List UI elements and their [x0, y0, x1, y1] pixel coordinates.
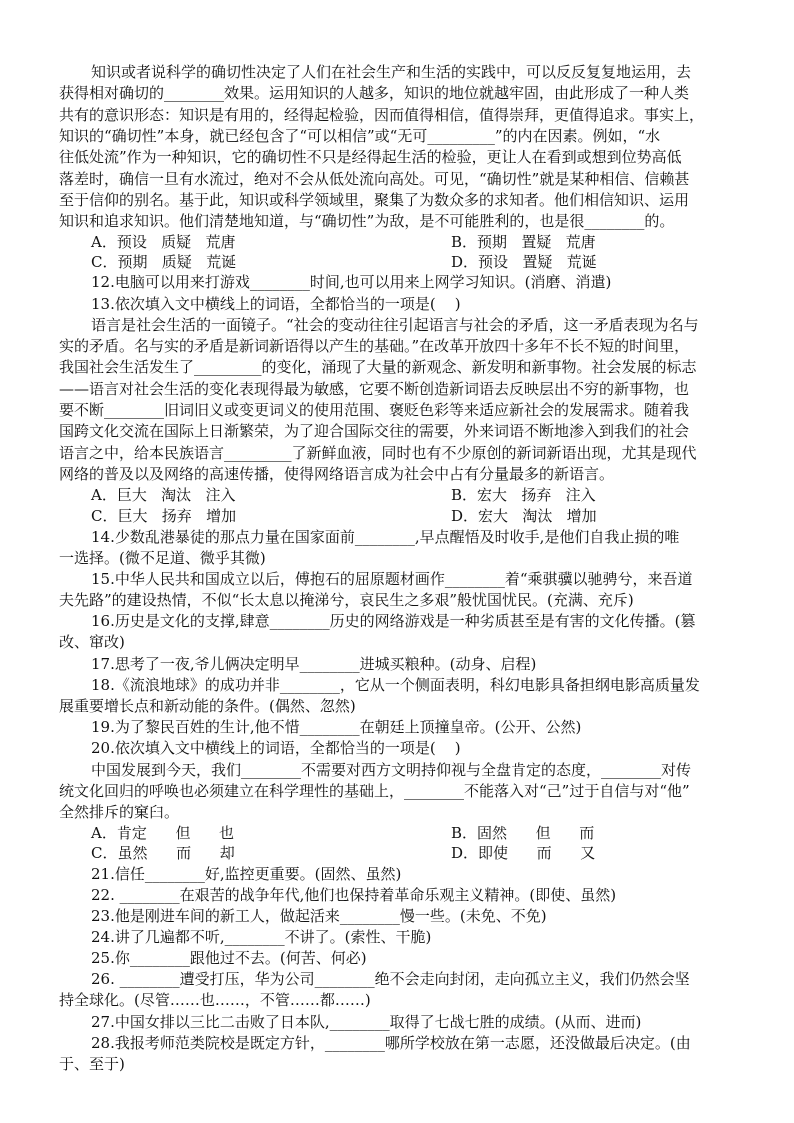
text-line: A．肯定 但 也 [91, 824, 235, 842]
text-line: 24.讲了几遍都不听,________不讲了。(索性、干脆) [91, 928, 432, 946]
text-line: 21.信任________好,监控更重要。(固然、虽然) [91, 865, 402, 883]
text-line: 23.他是刚进车间的新工人，做起活来________慢一些。(未免、不免) [91, 907, 547, 925]
text-line: 27.中国女排以三比二击败了日本队,________取得了七战七胜的成绩。(从而、进而) [91, 1013, 642, 1031]
text-line: 语言是社会生活的一面镜子。“社会的变动往往引起语言与社会的矛盾，这一矛盾表现为名与 [91, 316, 699, 334]
text-line: 落差时，确信一旦有水流过，绝对不会从低处流向高处。可见，“确切性”就是某种相信、信赖甚 [59, 170, 690, 188]
text-line: 语言之中，给本民族语言_________了新鲜血液，同时也有不少原创的新词新语出现，尤其是现代 [59, 444, 697, 462]
text-line: 全然排斥的窠臼。 [59, 803, 180, 821]
text-line: 16.历史是文化的支撑,肆意________历史的网络游戏是一种劣质甚至是有害的文化传播。(篡 [91, 612, 696, 630]
text-line: 22. ________在艰苦的战争年代,他们也保持着革命乐观主义精神。(即使、虽然) [91, 886, 617, 904]
text-line: 实的矛盾。名与实的矛盾是新词新语得以产生的基础。”在改革开放四十多年不长不短的时间里， [59, 337, 690, 355]
text-line: 12.电脑可以用来打游戏________时间,也可以用来上网学习知识。(消磨、消遣) [91, 273, 612, 291]
text-line: 14.少数乱港暴徒的那点力量在国家面前________,早点醒悟及时收手,是他们自我止损的唯 [91, 528, 680, 546]
text-line: 获得相对确切的________效果。运用知识的人越多，知识的地位就越牢固，由此形成了一种人类 [59, 84, 690, 102]
text-line: D．宏大 淘汰 增加 [451, 507, 597, 525]
text-line: B．预期 置疑 荒唐 [451, 233, 596, 251]
text-line: 共有的意识形态：知识是有用的，经得起检验，因而值得相信，值得崇拜，更值得追求。事实上， [59, 106, 705, 124]
text-line: 25.你________跟他过不去。(何苦、何必) [91, 949, 367, 967]
text-line: 要不断________旧词旧义或变更词义的使用范围、褒贬色彩等来适应新社会的发展需求。随着我 [59, 401, 690, 419]
text-line: B．宏大 扬弃 注入 [451, 486, 596, 504]
text-line: 夫先路”的建设热情，不似“长太息以掩涕兮，哀民生之多艰”般忧国忧民。(充满、充斥) [59, 591, 634, 609]
text-line: 统文化回归的呼唤也必须建立在科学理性的基础上，________不能落入对“己”过于自信与对“他” [59, 782, 690, 800]
text-line: 至于信仰的别名。基于此，知识或科学领域里，聚集了为数众多的求知者。他们相信知识、运用 [59, 191, 690, 209]
text-line: 13.依次填入文中横线上的词语，全都恰当的一项是( ) [91, 295, 461, 313]
text-line: 17.思考了一夜,爷儿俩决定明早________进城买粮种。(动身、启程) [91, 655, 537, 673]
text-line: 中国发展到今天，我们________不需要对西方文明持仰视与全盘肯定的态度，________对传 [91, 761, 692, 779]
text-line: 往低处流”作为一种知识，它的确切性不只是经得起生活的检验，更让人在看到或想到位势高低 [59, 148, 682, 166]
text-line: 20.依次填入文中横线上的词语，全都恰当的一项是( ) [91, 739, 461, 757]
text-line: 展重要增长点和新动能的条件。(偶然、忽然) [59, 697, 356, 715]
text-line: 15.中华人民共和国成立以后，傅抱石的屈原题材画作________着“乘骐骥以驰骋兮，来吾道 [91, 570, 693, 588]
text-line: 28.我报考师范类院校是既定方针，________哪所学校放在第一志愿，还没做最后决定。(由 [91, 1034, 691, 1052]
text-line: C．虽然 而 却 [91, 844, 235, 862]
text-line: 持全球化。(尽管……也……，不管……都……) [59, 991, 371, 1009]
text-line: A．预设 质疑 荒唐 [91, 233, 236, 251]
text-line: C．预期 质疑 荒诞 [91, 253, 237, 271]
text-line: 18.《流浪地球》的成功并非________，它从一个侧面表明，科幻电影具备担纲电影高质量发 [91, 676, 700, 694]
text-line: 知识或者说科学的确切性决定了人们在社会生产和生活的实践中，可以反反复复地运用，去 [91, 63, 692, 81]
text-line: ——语言对社会生活的变化表现得最为敏感，它要不断创造新词语去反映层出不穷的新事物，也 [59, 380, 690, 398]
text-line: 知识的“确切性”本身，就已经包含了“可以相信”或“无可_________”的内在因素。例如，“水 [59, 127, 661, 145]
text-line: 网络的普及以及网络的高速传播，使得网络语言成为社会中占有分量最多的新语言。 [59, 465, 615, 483]
text-line: 改、窜改) [59, 633, 125, 651]
text-line: D．即使 而 又 [451, 844, 596, 862]
text-line: 19.为了黎民百姓的生计,他不惜________在朝廷上顶撞皇帝。(公开、公然) [91, 718, 582, 736]
text-line: 26. ________遭受打压，华为公司________绝不会走向封闭，走向孤立主义，我们仍然会坚 [91, 970, 690, 988]
text-line: 我国社会生活发生了_________的变化，涌现了大量的新观念、新发明和新事物。社会发展的标志 [59, 358, 697, 376]
text-line: 国跨文化交流在国际上日渐繁荣，为了迎合国际交往的需要，外来词语不断地渗入到我们的社会 [59, 422, 690, 440]
text-line: B．固然 但 而 [451, 824, 595, 842]
text-line: 于、至于) [59, 1055, 125, 1073]
text-line: 知识和追求知识。他们清楚地知道，与“确切性”为敌，是不可能胜利的，也是很________的。 [59, 212, 675, 230]
text-line: D．预设 置疑 荒诞 [451, 253, 597, 271]
text-line: A．巨大 淘汰 注入 [91, 486, 236, 504]
text-line: C．巨大 扬弃 增加 [91, 507, 237, 525]
text-line: 一选择。(微不足道、微乎其微) [59, 549, 266, 567]
